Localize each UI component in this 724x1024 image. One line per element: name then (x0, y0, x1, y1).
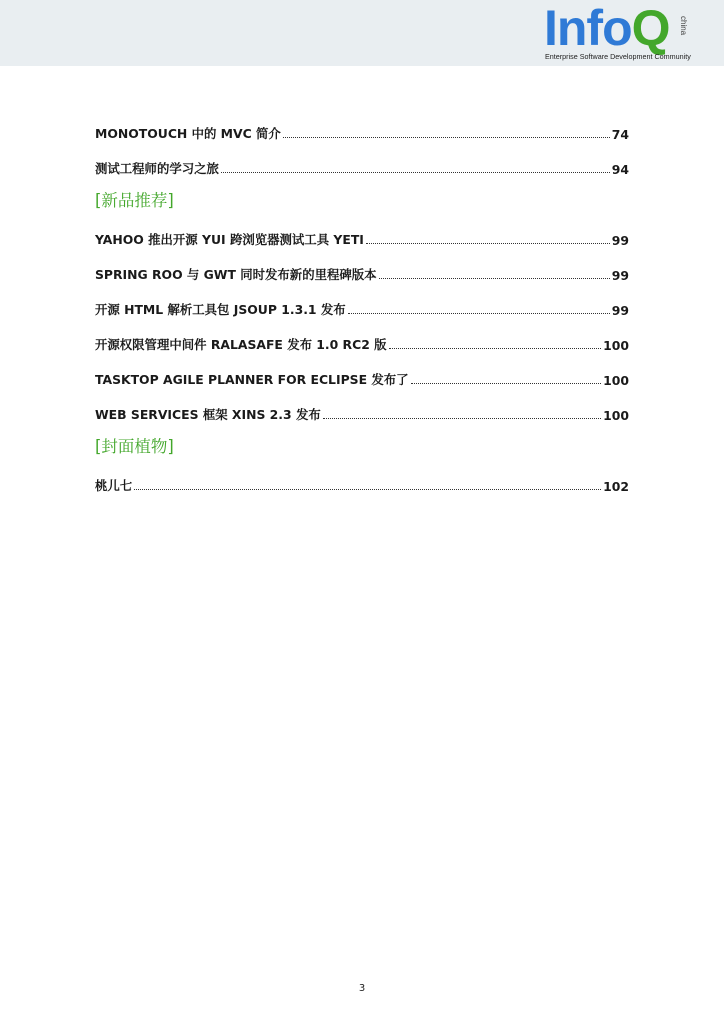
toc-entry-title: TASKTOP AGILE PLANNER FOR ECLIPSE 发布了 (95, 372, 409, 387)
toc-leader-dots (366, 242, 610, 244)
logo-info-text: Info (544, 0, 632, 56)
toc-entry-page: 99 (611, 268, 629, 283)
toc-entry-jsoup[interactable] (95, 284, 629, 319)
toc-entry-page: 99 (611, 233, 629, 248)
toc-entry-taoerqi[interactable] (95, 460, 629, 495)
toc-entry-title: WEB SERVICES 框架 XINS 2.3 发布 (95, 407, 321, 422)
toc-entry-page: 74 (611, 127, 629, 142)
table-of-contents (95, 108, 629, 495)
toc-leader-dots (348, 312, 610, 314)
toc-entry-xins[interactable] (95, 389, 629, 424)
section-heading-text: [新品推荐] (95, 191, 174, 210)
toc-entry-page: 102 (603, 479, 629, 494)
section-heading-new-products (95, 178, 629, 214)
page-number: 3 (358, 983, 366, 994)
toc-leader-dots (221, 171, 610, 173)
toc-entry-page: 100 (603, 408, 629, 423)
toc-entry-tasktop[interactable] (95, 354, 629, 389)
toc-entry-tester-journey[interactable] (95, 143, 629, 178)
toc-entry-page: 99 (611, 303, 629, 318)
toc-entry-yahoo-yeti[interactable] (95, 214, 629, 249)
toc-entry-title: 开源权限管理中间件 RALASAFE 发布 1.0 RC2 版 (95, 337, 387, 352)
logo-tagline: Enterprise Software Development Community (545, 52, 691, 61)
logo-wordmark (544, 2, 670, 54)
toc-entry-spring-roo-gwt[interactable] (95, 249, 629, 284)
logo-china-text: china (679, 16, 688, 36)
toc-leader-dots (379, 277, 610, 279)
toc-entry-title: SPRING ROO 与 GWT 同时发布新的里程碑版本 (95, 267, 377, 282)
toc-entry-page: 100 (603, 373, 629, 388)
logo-q-text: Q (631, 0, 670, 56)
toc-entry-title: MONOTOUCH 中的 MVC 简介 (95, 126, 281, 141)
toc-leader-dots (134, 488, 601, 490)
toc-entry-title: 开源 HTML 解析工具包 JSOUP 1.3.1 发布 (95, 302, 346, 317)
toc-leader-dots (283, 136, 610, 138)
infoq-logo (544, 0, 704, 64)
toc-leader-dots (323, 417, 601, 419)
section-heading-text: [封面植物] (95, 437, 174, 456)
toc-entry-ralasafe[interactable] (95, 319, 629, 354)
toc-entry-title: YAHOO 推出开源 YUI 跨浏览器测试工具 YETI (95, 232, 364, 247)
toc-leader-dots (389, 347, 602, 349)
toc-entry-title: 桃儿七 (95, 478, 133, 493)
toc-entry-page: 100 (603, 338, 629, 353)
toc-entry-page: 94 (611, 162, 629, 177)
toc-leader-dots (411, 382, 602, 384)
toc-entry-monotouch-mvc[interactable] (95, 108, 629, 143)
section-heading-cover-plant (95, 424, 629, 460)
toc-entry-title: 测试工程师的学习之旅 (95, 161, 219, 176)
